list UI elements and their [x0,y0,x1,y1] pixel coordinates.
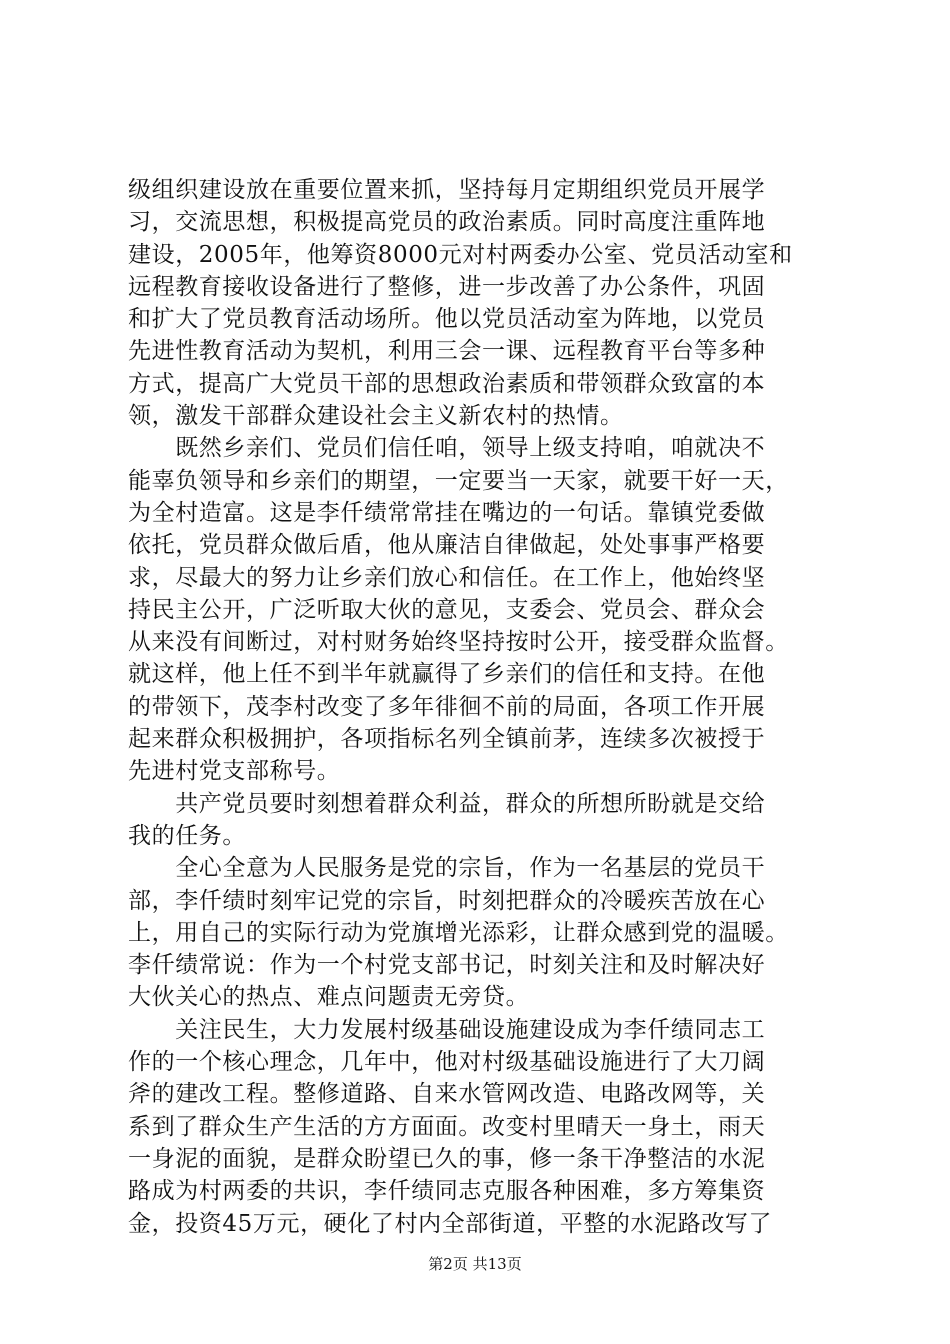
text-line: 共产党员要时刻想着群众利益，群众的所想所盼就是交给 [128,790,766,817]
text-line: 一身泥的面貌，是群众盼望已久的事，修一条干净整洁的水泥 [128,1145,766,1172]
text-line: 远程教育接收设备进行了整修，进一步改善了办公条件，巩固 [128,273,766,300]
text-line: 先进性教育活动为契机，利用三会一课、远程教育平台等多种 [128,338,766,365]
text-line: 依托，党员群众做后盾，他从廉洁自律做起，处处事事严格要 [128,532,766,559]
text-line: 部，李仟绩时刻牢记党的宗旨，时刻把群众的冷暖疾苦放在心 [128,887,766,914]
text-line: 关注民生，大力发展村级基础设施建设成为李仟绩同志工 [128,1016,766,1043]
text-line: 的带领下，茂李村改变了多年徘徊不前的局面，各项工作开展 [128,693,766,720]
text-line: 领，激发干部群众建设社会主义新农村的热情。 [128,403,624,430]
text-line: 李仟绩常说：作为一个村党支部书记，时刻关注和及时解决好 [128,952,766,979]
text-line: 从来没有间断过，对村财务始终坚持按时公开，接受群众监督。 [128,629,789,656]
text-line: 建设，2005年，他筹资8000元对村两委办公室、党员活动室和 [128,241,793,268]
text-line: 我的任务。 [128,822,246,849]
text-line: 级组织建设放在重要位置来抓，坚持每月定期组织党员开展学 [128,177,766,203]
text-line: 斧的建改工程。整修道路、自来水管网改造、电路改网等，关 [128,1081,766,1108]
text-line: 和扩大了党员教育活动场所。他以党员活动室为阵地，以党员 [128,306,766,333]
text-line: 既然乡亲们、党员们信任咱，领导上级支持咱，咱就决不 [128,435,766,462]
text-line: 求，尽最大的努力让乡亲们放心和信任。在工作上，他始终坚 [128,564,766,591]
text-line: 路成为村两委的共识，李仟绩同志克服各种困难，多方筹集资 [128,1178,766,1205]
text-line: 为全村造富。这是李仟绩常常挂在嘴边的一句话。靠镇党委做 [128,499,766,526]
page-number-footer: 第2页 共13页 [428,1255,522,1273]
text-line: 起来群众积极拥护，各项指标名列全镇前茅，连续多次被授于 [128,726,766,753]
text-line: 就这样，他上任不到半年就赢得了乡亲们的信任和支持。在他 [128,661,766,688]
text-line: 方式，提高广大党员干部的思想政治素质和带领群众致富的本 [128,370,766,397]
text-line: 上，用自己的实际行动为党旗增光添彩，让群众感到党的温暖。 [128,919,789,946]
text-line: 作的一个核心理念，几年中，他对村级基础设施进行了大刀阔 [128,1049,766,1076]
text-line: 习，交流思想，积极提高党员的政治素质。同时高度注重阵地 [128,209,766,236]
text-line: 金，投资45万元，硬化了村内全部街道，平整的水泥路改写了 [128,1210,773,1237]
text-line: 大伙关心的热点、难点问题责无旁贷。 [128,984,530,1011]
text-line: 系到了群众生产生活的方方面面。改变村里晴天一身土，雨天 [128,1113,766,1140]
text-line: 先进村党支部称号。 [128,758,341,785]
text-line: 能辜负领导和乡亲们的期望，一定要当一天家，就要干好一天， [128,467,789,494]
body-text [128,174,828,1240]
text-line: 持民主公开，广泛听取大伙的意见，支委会、党员会、群众会 [128,596,766,623]
text-line: 全心全意为人民服务是党的宗旨，作为一名基层的党员干 [128,855,766,882]
